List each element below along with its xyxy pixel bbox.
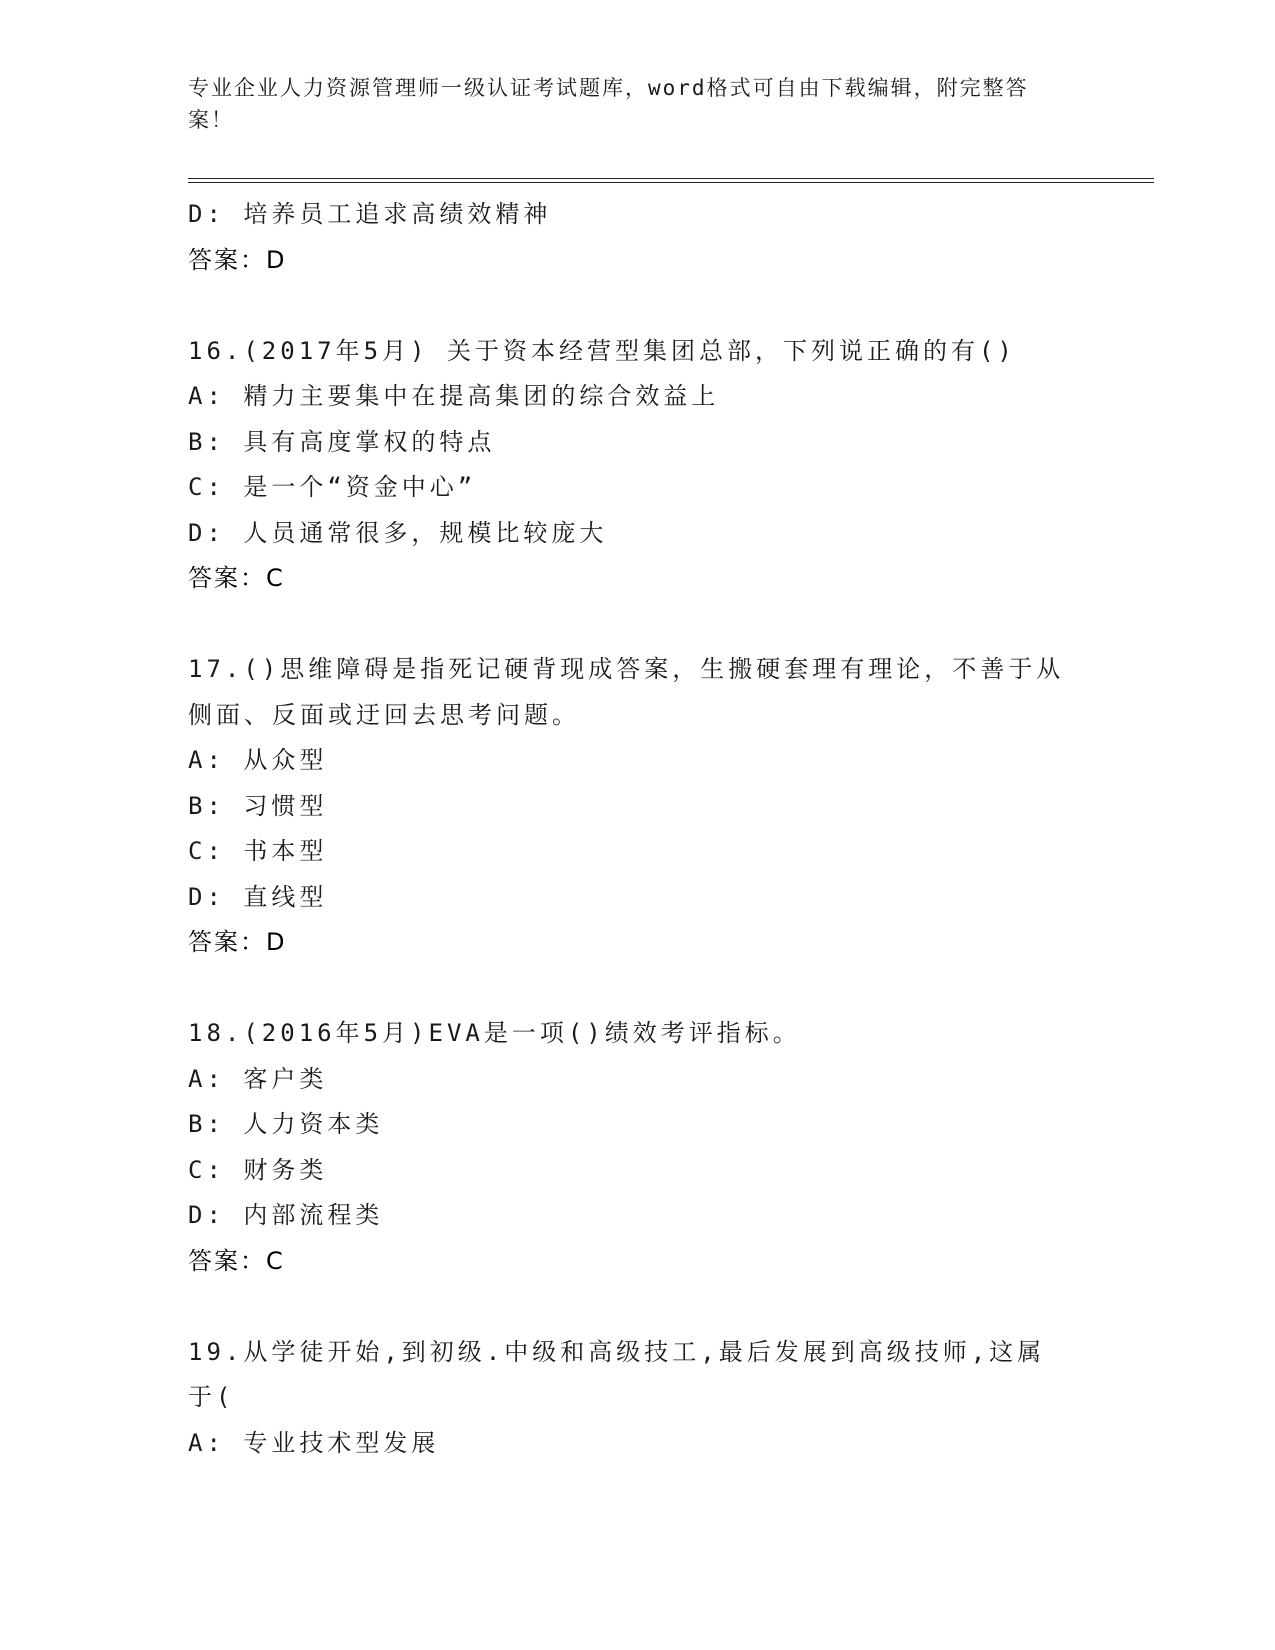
answer-line: 答案：D bbox=[188, 245, 287, 274]
spacer bbox=[188, 966, 1088, 1012]
header-divider bbox=[188, 178, 1154, 183]
header-note: 专业企业人力资源管理师一级认证考试题库，word格式可自由下载编辑，附完整答案！ bbox=[188, 76, 1029, 132]
question-block bbox=[188, 647, 1088, 966]
question-list bbox=[188, 192, 1088, 1466]
option-b: B: 具有高度掌权的特点 bbox=[188, 427, 496, 456]
question-stem: 16.(2017年5月) 关于资本经营型集团总部，下列说正确的有() bbox=[188, 336, 1016, 365]
option-d: D: 培养员工追求高绩效精神 bbox=[188, 200, 552, 228]
option-a: A: 专业技术型发展 bbox=[188, 1428, 440, 1457]
question-block bbox=[188, 1011, 1088, 1284]
option-c: C: 财务类 bbox=[188, 1155, 328, 1184]
option-a: A: 精力主要集中在提高集团的综合效益上 bbox=[188, 382, 720, 410]
option-d: D: 内部流程类 bbox=[188, 1201, 384, 1229]
question-stem: 19.从学徒开始,到初级.中级和高级技工,最后发展到高级技师,这属于( bbox=[188, 1337, 1046, 1411]
answer-line: 答案：C bbox=[188, 1246, 285, 1275]
option-b: B: 人力资本类 bbox=[188, 1110, 384, 1138]
option-a: A: 从众型 bbox=[188, 746, 328, 774]
option-d: D: 人员通常很多，规模比较庞大 bbox=[188, 518, 608, 547]
option-c: C: 是一个“资金中心” bbox=[188, 473, 477, 501]
option-a: A: 客户类 bbox=[188, 1064, 328, 1093]
question-block bbox=[188, 1330, 1088, 1467]
question-stem: 17.()思维障碍是指死记硬背现成答案，生搬硬套理有理论，不善于从侧面、反面或迂回去思考问题。 bbox=[188, 655, 1065, 729]
spacer bbox=[188, 1284, 1088, 1330]
spacer bbox=[188, 602, 1088, 648]
answer-line: 答案：D bbox=[188, 928, 287, 956]
question-stem: 18.(2016年5月)EVA是一项()绩效考评指标。 bbox=[188, 1019, 801, 1047]
spacer bbox=[188, 283, 1088, 329]
answer-line: 答案：C bbox=[188, 564, 285, 592]
option-c: C: 书本型 bbox=[188, 837, 328, 865]
option-b: B: 习惯型 bbox=[188, 791, 328, 820]
question-block bbox=[188, 329, 1088, 602]
option-d: D: 直线型 bbox=[188, 882, 328, 911]
